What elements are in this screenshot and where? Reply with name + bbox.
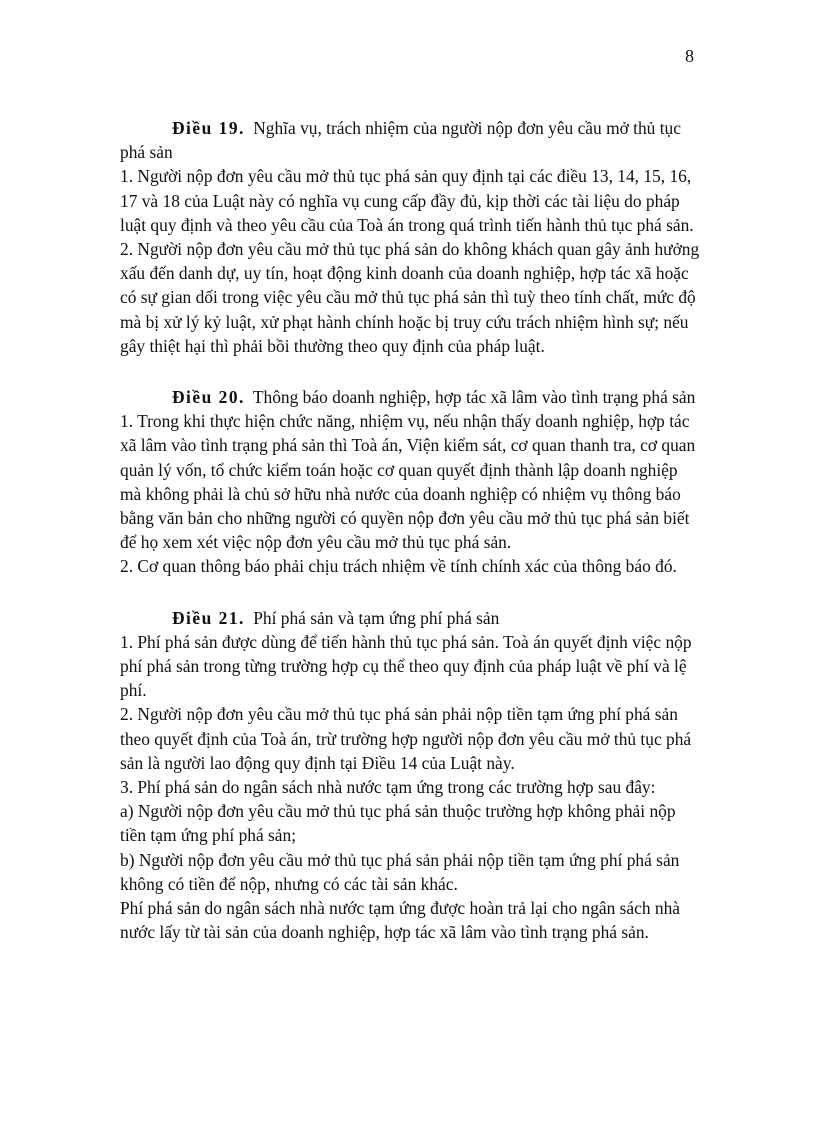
article-paragraph: 1. Trong khi thực hiện chức năng, nhiệm vụ, nếu nhận thấy doanh nghiệp, hợp tác xã lâm vào tình trạng phá sản thì Toà án, Viện kiểm sát, cơ quan thanh tra, cơ quan quản lý vốn, tổ chức kiểm toán hoặc cơ quan quyết định thành lập doanh nghiệp mà không phải là chủ sở hữu nhà nước của doanh nghiệp có nhiệm vụ thông báo bằng văn bản cho những người có quyền nộp đơn yêu cầu mở thủ tục phá sản biết để họ xem xét việc nộp đơn yêu cầu mở thủ tục phá sản.: [120, 411, 696, 553]
article-title: Thông báo doanh nghiệp, hợp tác xã lâm vào tình trạng phá sản: [252, 387, 696, 408]
article-label: Điều 21.: [172, 607, 245, 628]
article-paragraph: 1. Người nộp đơn yêu cầu mở thủ tục phá sản quy định tại các điều 13, 14, 15, 16, 17 và 18 của Luật này có nghĩa vụ cung cấp đầy đủ, kịp thời các tài liệu do pháp luật quy định và theo yêu cầu của Toà án trong quá trình tiến hành thủ tục phá sản.: [120, 166, 694, 235]
document-body: [120, 116, 700, 945]
article-paragraph: b) Người nộp đơn yêu cầu mở thủ tục phá sản phải nộp tiền tạm ứng phí phá sản không có tiền để nộp, nhưng có các tài sản khác.: [120, 849, 680, 894]
article-paragraph: 2. Người nộp đơn yêu cầu mở thủ tục phá sản do không khách quan gây ảnh hưởng xấu đến danh dự, uy tín, hoạt động kinh doanh của doanh nghiệp, hợp tác xã hoặc có sự gian dối trong việc yêu cầu mở thủ tục phá sản thì tuỳ theo tính chất, mức độ mà bị xử lý kỷ luật, xử phạt hành chính hoặc bị truy cứu trách nhiệm hình sự; nếu gây thiệt hại thì phải bồi thường theo quy định của pháp luật.: [120, 239, 700, 356]
article-paragraph: 2. Cơ quan thông báo phải chịu trách nhiệm về tính chính xác của thông báo đó.: [120, 556, 677, 577]
article-paragraph: 1. Phí phá sản được dùng để tiến hành thủ tục phá sản. Toà án quyết định việc nộp phí phá sản trong từng trường hợp cụ thể theo quy định của pháp luật về phí và lệ phí.: [120, 631, 692, 701]
article-label: Điều 20.: [172, 387, 245, 408]
article-paragraph: Phí phá sản do ngân sách nhà nước tạm ứng được hoàn trả lại cho ngân sách nhà nước lấy từ tài sản của doanh nghiệp, hợp tác xã lâm vào tình trạng phá sản.: [120, 898, 681, 943]
article-paragraph: 2. Người nộp đơn yêu cầu mở thủ tục phá sản phải nộp tiền tạm ứng phí phá sản theo quyết định của Toà án, trừ trường hợp người nộp đơn yêu cầu mở thủ tục phá sản là người lao động quy định tại Điều 14 của Luật này.: [120, 704, 692, 773]
article-label: Điều 19.: [172, 118, 245, 138]
article-19: [120, 116, 700, 358]
article-paragraph: a) Người nộp đơn yêu cầu mở thủ tục phá sản thuộc trường hợp không phải nộp tiền tạm ứng phí phá sản;: [120, 801, 676, 846]
article-heading: [120, 606, 700, 630]
article-heading: [120, 385, 700, 409]
article-paragraph: 3. Phí phá sản do ngân sách nhà nước tạm ứng trong các trường hợp sau đây:: [120, 777, 656, 798]
article-heading: [120, 116, 700, 164]
page-number: 8: [685, 46, 694, 66]
article-title: Phí phá sản và tạm ứng phí phá sản: [253, 607, 500, 628]
article-title: Nghĩa vụ, trách nhiệm của người nộp đơn yêu cầu mở thủ tục phá sản: [120, 118, 681, 163]
article-21: [120, 606, 700, 945]
article-20: [120, 385, 700, 579]
